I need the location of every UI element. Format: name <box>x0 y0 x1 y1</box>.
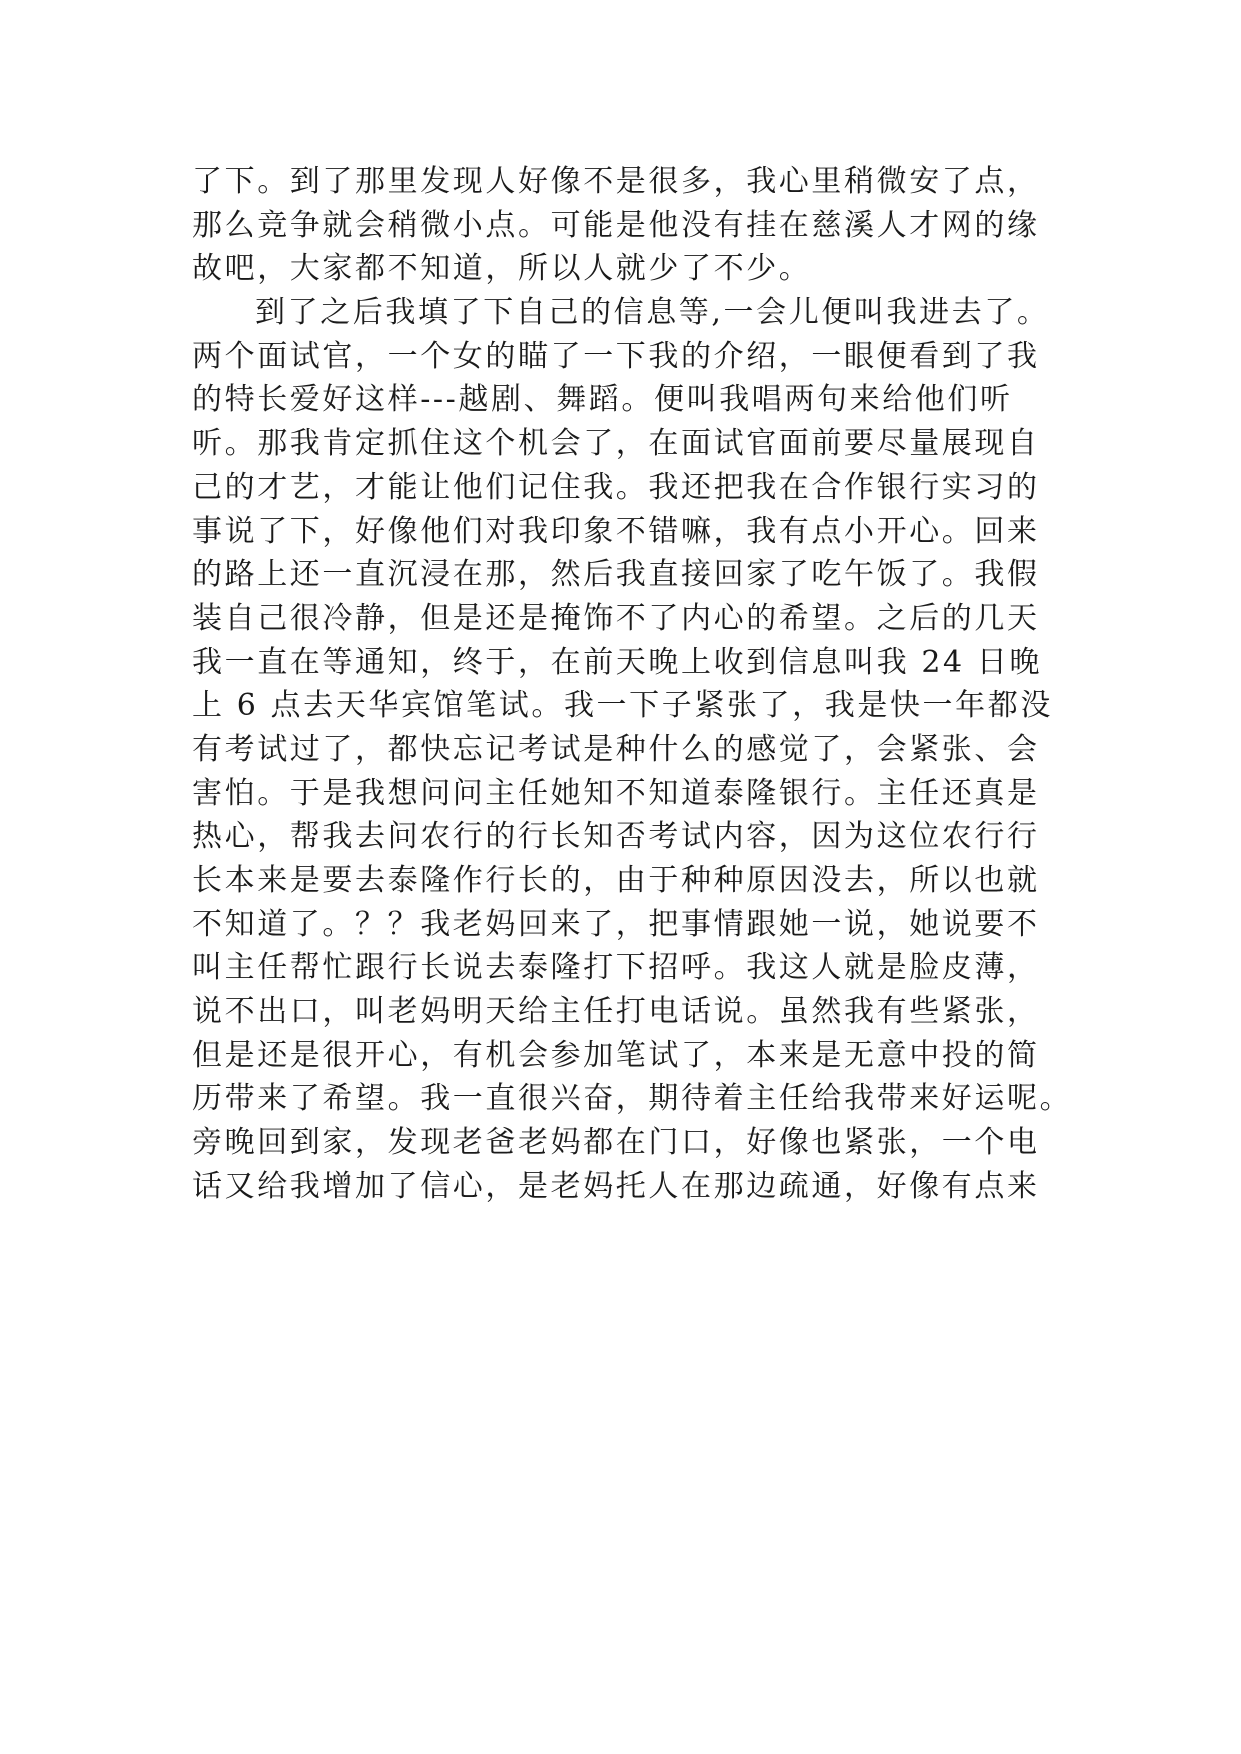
text-line: 装自己很冷静，但是还是掩饰不了内心的希望。之后的几天 <box>192 600 1040 636</box>
text-line: 历带来了希望。我一直很兴奋，期待着主任给我带来好运呢。 <box>192 1081 1073 1117</box>
text-line: 叫主任帮忙跟行长说去泰隆打下招呼。我这人就是脸皮薄， <box>192 950 1040 986</box>
text-line: 的路上还一直沉浸在那，然后我直接回家了吃午饭了。我假 <box>192 557 1040 593</box>
text-line: 旁晚回到家，发现老爸老妈都在门口，好像也紧张，一个电 <box>192 1125 1040 1161</box>
text-line: 话又给我增加了信心，是老妈托人在那边疏通，好像有点来 <box>192 1168 1040 1204</box>
text-line: 说不出口，叫老妈明天给主任打电话说。虽然我有些紧张， <box>192 994 1040 1030</box>
text-line: 但是还是很开心，有机会参加笔试了，本来是无意中投的简 <box>192 1037 1040 1073</box>
text-line: 的特长爱好这样---越剧、舞蹈。便叫我唱两句来给他们听 <box>192 382 1013 418</box>
text-line: 两个面试官，一个女的瞄了一下我的介绍，一眼便看到了我 <box>192 338 1040 374</box>
text-line: 不知道了。？？我老妈回来了，把事情跟她一说，她说要不 <box>192 906 1040 942</box>
text-line: 长本来是要去泰隆作行长的，由于种种原因没去，所以也就 <box>192 863 1040 898</box>
text-line: 听。那我肯定抓住这个机会了，在面试官面前要尽量展现自 <box>192 426 1040 462</box>
body-text <box>192 160 1073 1209</box>
text-line: 了下。到了那里发现人好像不是很多，我心里稍微安了点， <box>192 164 1040 199</box>
text-line: 上 6 点去天华宾馆笔试。我一下子紧张了，我是快一年都没 <box>192 688 1053 724</box>
text-line: 己的才艺，才能让他们记住我。我还把我在合作银行实习的 <box>192 469 1040 505</box>
text-line: 故吧，大家都不知道，所以人就少了不少。 <box>192 251 812 287</box>
text-line: 事说了下，好像他们对我印象不错嘛，我有点小开心。回来 <box>192 513 1040 549</box>
text-line: 害怕。于是我想问问主任她知不知道泰隆银行。主任还真是 <box>192 775 1040 811</box>
text-line: 那么竞争就会稍微小点。可能是他没有挂在慈溪人才网的缘 <box>192 207 1040 243</box>
text-line: 热心，帮我去问农行的行长知否考试内容，因为这位农行行 <box>192 819 1040 855</box>
text-line: 我一直在等通知，终于，在前天晚上收到信息叫我 24 日晚 <box>192 644 1043 680</box>
paragraph-first-line: 到了之后我填了下自己的信息等,一会儿便叫我进去了。 <box>255 295 1050 331</box>
text-line: 有考试过了，都快忘记考试是种什么的感觉了，会紧张、会 <box>192 731 1040 767</box>
